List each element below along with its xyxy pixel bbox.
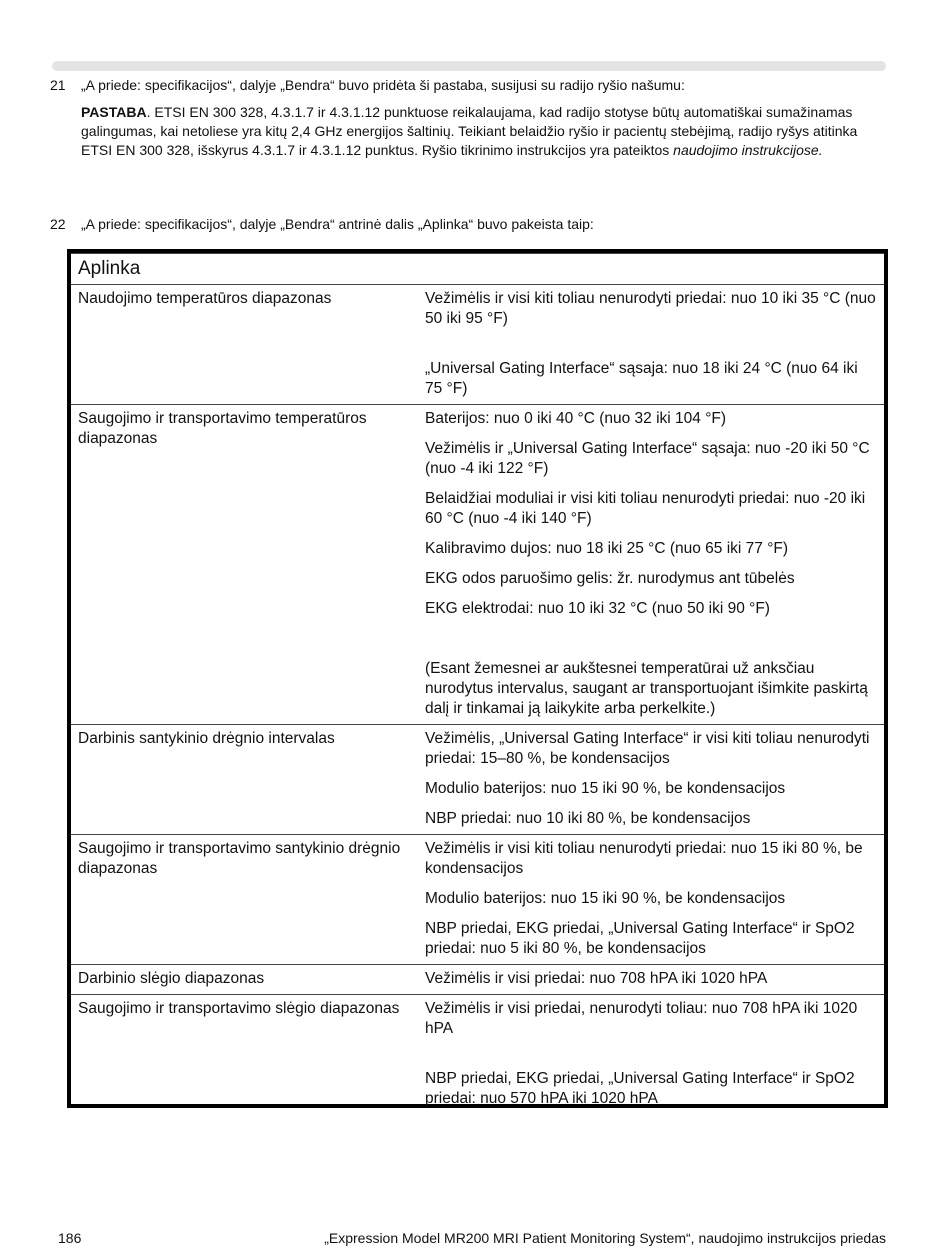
table-title: Aplinka	[71, 254, 884, 285]
row-values	[419, 995, 884, 1115]
note-paragraph	[81, 103, 887, 160]
row-value: Vežimėlis, „Universal Gating Interface“ ir visi kiti toliau nenurodyti priedai: 15–80 %, be kondensacijos	[425, 730, 870, 767]
row-value: Vežimėlis ir visi kiti toliau nenurodyti priedai: nuo 10 iki 35 °C (nuo 50 iki 95 °F)	[425, 290, 876, 327]
spec-table	[71, 253, 884, 1114]
row-label: Darbinis santykinio drėgnio intervalas	[71, 725, 419, 835]
item-text: „A priede: specifikacijos“, dalyje „Bendra“ buvo pridėta ši pastaba, susijusi su radijo ryšio našumu:	[81, 77, 685, 93]
row-value: NBP priedai: nuo 10 iki 80 %, be kondensacijos	[425, 810, 751, 827]
row-value: Vežimėlis ir „Universal Gating Interface“ sąsaja: nuo -20 iki 50 °C (nuo -4 iki 122 °F)	[425, 440, 870, 477]
item-number: 21	[50, 77, 66, 93]
row-value: „Universal Gating Interface“ sąsaja: nuo 18 iki 24 °C (nuo 64 iki 75 °F)	[425, 360, 858, 397]
note-label: PASTABA	[81, 104, 147, 120]
list-item-22	[50, 215, 886, 234]
table-row	[71, 285, 884, 405]
row-label: Darbinio slėgio diapazonas	[71, 965, 419, 995]
row-value: Vežimėlis ir visi priedai: nuo 708 hPA iki 1020 hPA	[425, 970, 768, 987]
row-value: NBP priedai, EKG priedai, „Universal Gating Interface“ ir SpO2 priedai: nuo 5 iki 80 %, be kondensacijos	[425, 920, 855, 957]
row-value: Kalibravimo dujos: nuo 18 iki 25 °C (nuo 65 iki 77 °F)	[425, 540, 789, 557]
row-values	[419, 725, 884, 835]
spacer	[425, 339, 878, 359]
row-label: Saugojimo ir transportavimo temperatūros diapazonas	[71, 405, 419, 725]
row-values	[419, 965, 884, 995]
row-value: Vežimėlis ir visi priedai, nenurodyti toliau: nuo 708 hPA iki 1020 hPA	[425, 1000, 858, 1037]
header-bar	[52, 61, 886, 71]
row-value: Modulio baterijos: nuo 15 iki 90 %, be kondensacijos	[425, 780, 786, 797]
page-number: 186	[58, 1230, 82, 1246]
row-value: EKG elektrodai: nuo 10 iki 32 °C (nuo 50 iki 90 °F)	[425, 600, 770, 617]
note-italic: naudojimo instrukcijose	[673, 142, 819, 158]
row-label: Naudojimo temperatūros diapazonas	[71, 285, 419, 405]
row-value: Belaidžiai moduliai ir visi kiti toliau nenurodyti priedai: nuo -20 iki 60 °C (nuo -4 iki 140 °F)	[425, 490, 866, 527]
spacer	[425, 1049, 878, 1069]
table-row	[71, 725, 884, 835]
table-row	[71, 405, 884, 725]
table-row	[71, 835, 884, 965]
item-text: „A priede: specifikacijos“, dalyje „Bendra“ antrinė dalis „Aplinka“ buvo pakeista taip:	[81, 216, 594, 232]
spacer	[425, 629, 878, 659]
table-header-row	[71, 254, 884, 285]
row-value: Vežimėlis ir visi kiti toliau nenurodyti priedai: nuo 15 iki 80 %, be kondensacijos	[425, 840, 863, 877]
row-values	[419, 835, 884, 965]
row-values	[419, 285, 884, 405]
table-row	[71, 995, 884, 1115]
row-value: NBP priedai, EKG priedai, „Universal Gating Interface“ ir SpO2 priedai: nuo 570 hPA iki 1020 hPA	[425, 1070, 855, 1107]
row-value: EKG odos paruošimo gelis: žr. nurodymus ant tūbelės	[425, 570, 795, 587]
item-number: 22	[50, 216, 66, 232]
list-item-21	[50, 76, 886, 95]
row-value: (Esant žemesnei ar aukštesnei temperatūrai už anksčiau nurodytus intervalus, saugant ar transportuojant išimkite paskirtą dalį ir tinkamai ją laikykite arba perkelkite.)	[425, 660, 868, 717]
table-row	[71, 965, 884, 995]
note-end: .	[818, 142, 823, 158]
row-values	[419, 405, 884, 725]
row-value: Baterijos: nuo 0 iki 40 °C (nuo 32 iki 104 °F)	[425, 410, 727, 427]
row-label: Saugojimo ir transportavimo santykinio drėgnio diapazonas	[71, 835, 419, 965]
spec-table-frame	[67, 249, 888, 1108]
row-label: Saugojimo ir transportavimo slėgio diapazonas	[71, 995, 419, 1115]
footer-title: „Expression Model MR200 MRI Patient Monitoring System“, naudojimo instrukcijos priedas	[324, 1230, 886, 1246]
note-text: . ETSI EN 300 328, 4.3.1.7 ir 4.3.1.12 punktuose reikalaujama, kad radijo stotyse būtų automatiškai sumažinamas galingumas, kai netoliese yra kitų 2,4 GHz energijos šaltinių. Teikiant belaidžio ryšio ir pacientų stebėjimą, radijo ryšys atitinka ETSI EN 300 328, išskyrus 4.3.1.7 ir 4.3.1.12 punktus. Ryšio tikrinimo instrukcijos yra pateiktos	[81, 104, 858, 158]
row-value: Modulio baterijos: nuo 15 iki 90 %, be kondensacijos	[425, 890, 786, 907]
